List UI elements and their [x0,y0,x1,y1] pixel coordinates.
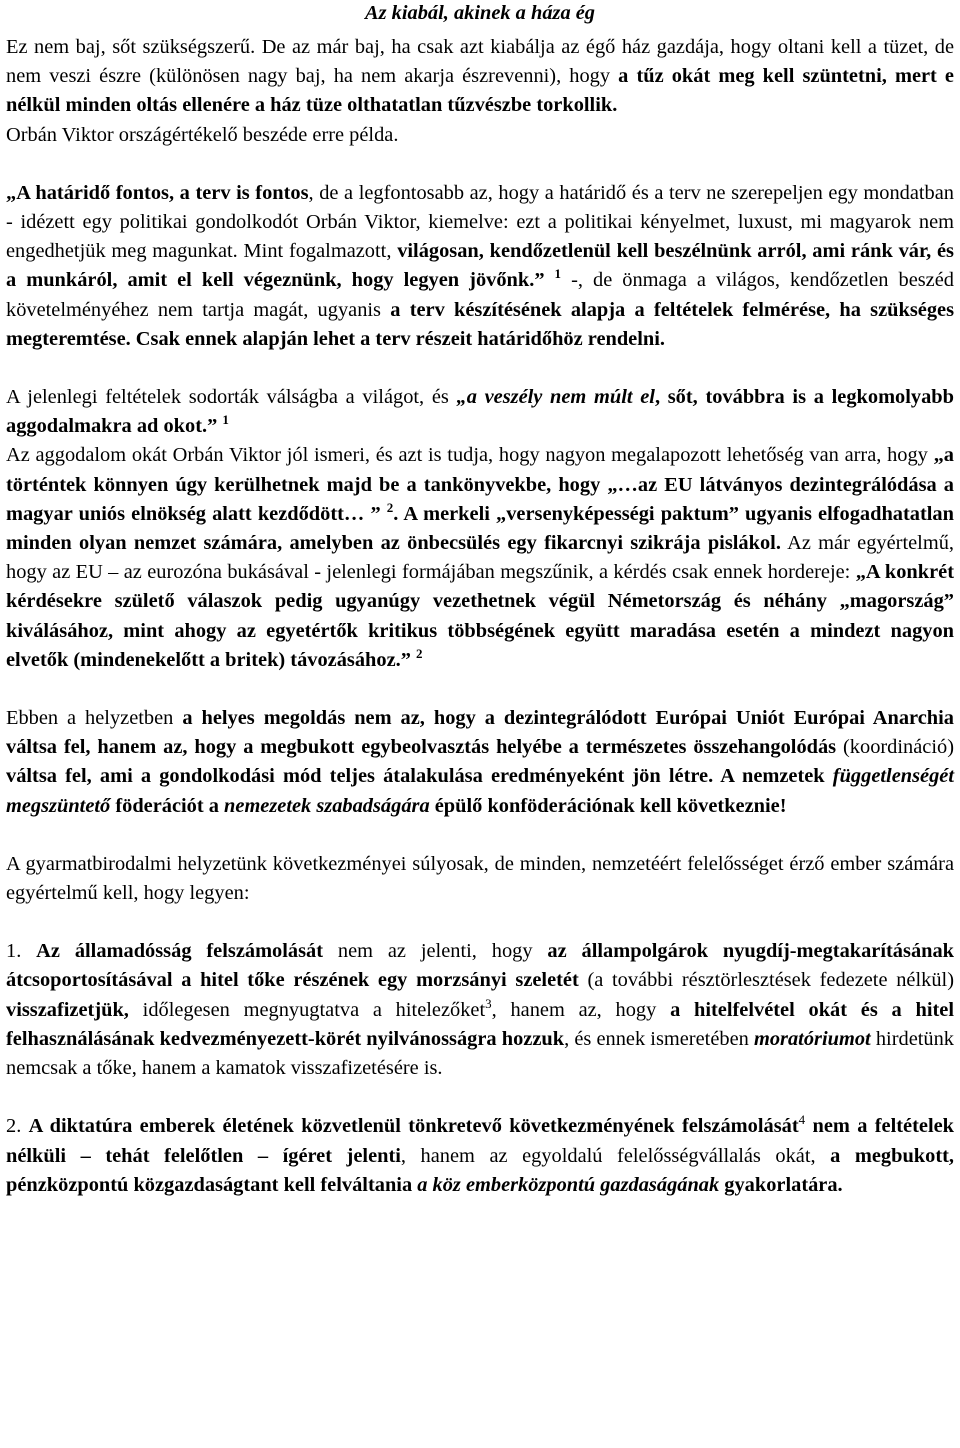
text-segment: , hanem az egyoldalú felelősségvállalás okát, [400,1144,831,1167]
paragraph-p7 [6,850,954,908]
paragraph-p2 [6,121,954,150]
text-segment: (a további résztörlesztések fedezete nélkül) [578,969,954,992]
text-segment: A jelenlegi feltételek sodorták válságba a világot, és [6,386,457,409]
text-segment: (koordináció) [836,736,954,759]
paragraph-p4 [6,383,954,441]
paragraph-gap [6,150,954,179]
footnote-ref: 2 [416,645,423,661]
text-segment: Ebben a helyzetben [6,707,183,730]
text-segment: A gyarmatbirodalmi helyzetünk következményei súlyosak, de minden, nemzetéért felelősséget érző ember számára egyértelmű kell, hogy legyen: [6,852,954,905]
text-segment: -, de önmaga a világos, kendőzetlen beszéd követelményéhez nem tartja magát, ugyanis [6,269,954,321]
text-segment: Orbán Viktor országértékelő beszéde erre példa. [6,123,399,146]
text-segment: a helyes megoldás nem az, hogy a dezintegrálódott Európai Uniót Európai Anarchia váltsa fel, hanem az, hogy a megbukott egybeolvasztás helyébe a természetes összehangolódás [6,707,954,759]
text-segment: időlegesen megnyugtatva a hitelezőket [128,998,486,1021]
paragraph-p5 [6,441,954,675]
text-segment: a köz emberközpontú gazdaságának [417,1173,720,1196]
text-segment: az állampolgárok nyugdíj-megtakarításának átcsoportosításával a hitel tőke részének egy morzsányi szeletét [6,940,955,992]
text-segment [545,269,555,291]
text-segment: „a veszély nem múlt el [456,386,655,409]
text-segment: váltsa fel, ami a gondolkodási mód teljes átalakulása eredményeként jön létre. A nemzetek [6,765,833,788]
document-body [6,33,954,1200]
text-segment: a tűz okát meg kell szüntetni, mert e nélkül minden oltás ellenére a ház tüze olthatatlan tűzvészbe torkollik. [6,65,954,117]
text-segment: nemezetek szabadságára [224,794,430,817]
text-segment: 1. [6,940,37,963]
text-segment: visszafizetjük, [6,998,129,1021]
text-segment: , hanem az, hogy [491,998,671,1021]
footnote-ref: 4 [798,1112,806,1128]
text-segment: moratóriumot [753,1027,871,1050]
text-segment: Az már egyértelmű, hogy az EU – az eurozóna bukásával - jelenlegi formájában megszűnik, a kérdés csak ennek hordereje: [6,532,954,584]
text-segment: „A konkrét kérdésekre születő válaszok pedig ugyanúgy vezethetnek végül Németország és néhány „magország” kiválásához, mint ahogy az egyetértők kritikus többségének együtt maradása esetén a mindezt nagyon elvetők (mindenekelőtt a britek) távozásához.” [6,561,954,671]
text-segment: a hitelfelvétel okát és a hitel felhasználásának kedvezményezett-körét nyilvánosságra hozzuk [6,998,954,1050]
text-segment: Az államadósság felszámolását [36,940,324,963]
footnote-ref: 3 [485,995,492,1011]
text-segment: nem a feltételek nélküli – tehát felelőtlen – ígéret jelenti [6,1115,955,1167]
text-segment: gyakorlatára. [719,1173,843,1196]
paragraph-p6 [6,704,954,821]
text-segment: „A határidő fontos, a terv is fontos [6,181,309,204]
text-segment: föderációt a [110,794,225,817]
page-title: Az kiabál, akinek a háza ég [365,2,595,24]
paragraph-p8 [6,937,954,1083]
text-segment: a megbukott, pénzközpontú közgazdaságtant kell felváltania [6,1144,955,1196]
paragraph-gap [6,1083,954,1112]
text-segment: nem az jelenti, hogy [323,940,548,963]
text-segment: világosan, kendőzetlenül kell beszélnünk arról, ami ránk vár, és a munkáról, amit el kell végeznünk, hogy legyen jövőnk. [6,240,954,292]
footnote-ref: 2 [386,499,394,515]
text-segment: , de a legfontosabb az, hogy a határidő és a terv ne szerepeljen egy mondatban - idézett egy politikai gondolkodót Orbán Viktor, kiemelve: ezt a politikai kényelmet, luxust, mi magyarok nem engedhetjük meg magunkat. Mint fogalmazott, [6,181,954,263]
text-segment: épülő konföderációnak kell következnie! [429,794,787,817]
paragraph-p3 [6,179,954,354]
text-segment: 2. [6,1115,29,1138]
paragraph-p1 [6,33,954,121]
paragraph-gap [6,354,954,383]
footnote-ref: 1 [554,266,562,282]
paragraph-p9 [6,1112,954,1200]
text-segment: ” [534,269,545,292]
paragraph-gap [6,821,954,850]
footnote-ref: 1 [222,412,229,428]
text-segment: A diktatúra emberek életének közvetlenül tönkretevő következményének felszámolását [28,1115,799,1138]
text-segment: , és ennek ismeretében [564,1027,754,1050]
text-segment: a terv készítésének alapja a feltételek felmérése, ha szükséges megteremtése. Csak ennek alapján lehet a terv részeit határidőhöz rendelni. [6,298,955,350]
text-segment: függetlenségét megszüntető [6,765,954,817]
text-segment: Ez nem baj, sőt szükségszerű. De az már baj, ha csak azt kiabálja az égő ház gazdája, hogy oltani kell a tüzet, de nem veszi észre (különösen nagy baj, ha nem akarja észrevenni), hogy [6,36,954,88]
text-segment: , sőt, továbbra is a legkomolyabb aggodalmakra ad okot.” [6,386,954,438]
text-segment: Az aggodalom okát Orbán Viktor jól ismeri, és azt is tudja, hogy nagyon megalapozott lehetőség van arra, hogy [6,444,934,467]
paragraph-gap [6,908,954,937]
text-segment: . A merkeli „versenyképességi paktum” ugyanis elfogadhatatlan minden olyan nemzet számára, amelyben az önbecsülés egy fikarcnyi szikrája pislákol. [6,502,954,555]
paragraph-gap [6,675,954,704]
text-segment: hirdetünk nemcsak a tőke, hanem a kamatok visszafizetésére is. [6,1027,954,1080]
text-segment: „a történtek könnyen úgy kerülhetnek majd be a tankönyvekbe, hogy „…az EU látványos dezintegrálódása a magyar uniós elnökség alatt kezdődött… ” [6,444,954,525]
